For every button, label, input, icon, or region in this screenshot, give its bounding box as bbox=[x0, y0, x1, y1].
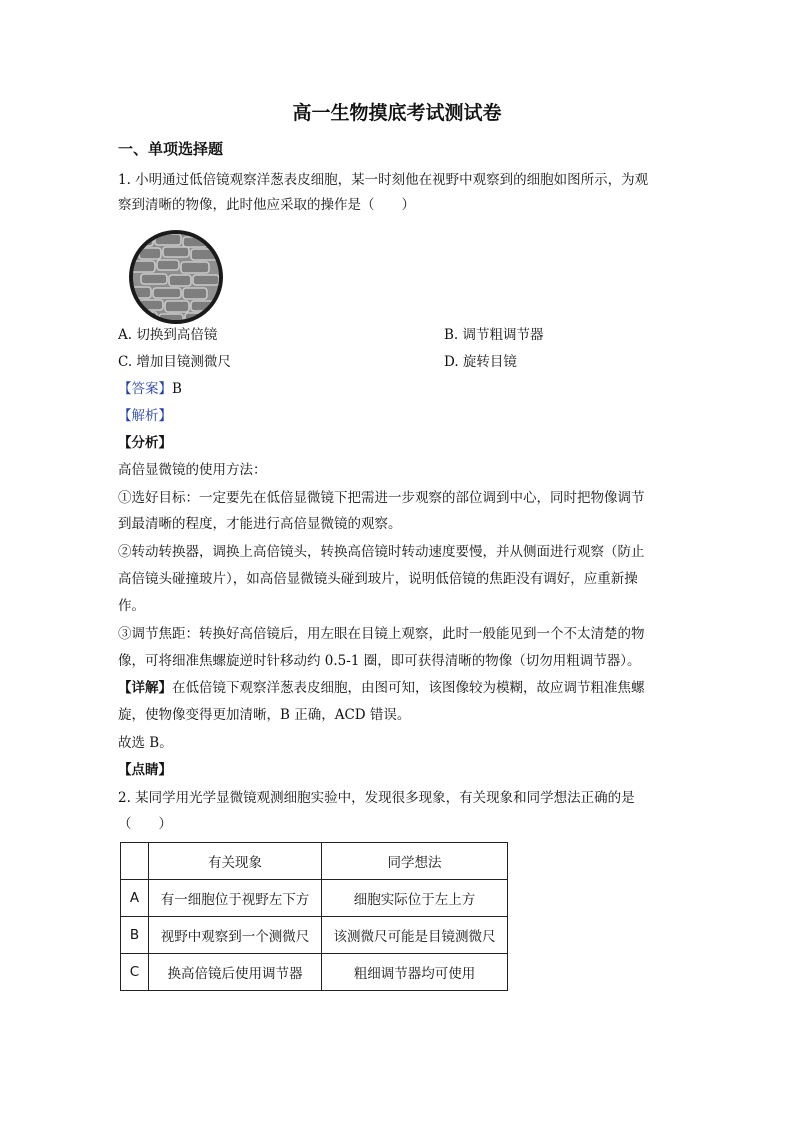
q1-option-b: B. 调节粗调节器 bbox=[444, 327, 544, 343]
answer-tag: 【答案】 bbox=[118, 381, 172, 397]
analysis-line: 高倍镜头碰撞玻片），如高倍显微镜头碰到玻片，说明低倍镜的焦距没有调好，应重新操 bbox=[118, 571, 638, 587]
q2-stem-line2: （ ） bbox=[118, 816, 172, 832]
detail-text: 在低倍镜下观察洋葱表皮细胞，由图可知，该图像较为模糊，故应调节粗准焦螺 bbox=[172, 680, 645, 696]
analysis-line: 高倍显微镜的使用方法： bbox=[118, 462, 267, 478]
xiangjie-tag: 【详解】 bbox=[118, 680, 172, 696]
table-cell: 该测微尺可能是目镜测微尺 bbox=[322, 917, 508, 954]
q1-stem-line2: 察到清晰的物像，此时他应采取的操作是（ ） bbox=[118, 197, 415, 213]
detail-line: 旋，使物像变得更加清晰，B 正确，ACD 错误。 bbox=[118, 707, 411, 723]
analysis-line: 到最清晰的程度，才能进行高倍显微镜的观察。 bbox=[118, 516, 402, 532]
analysis-line: 像，可将细准焦螺旋逆时针移动约 0.5-1 圈，即可获得清晰的物像（切勿用粗调节器）。 bbox=[118, 653, 641, 669]
q1-option-d: D. 旋转目镜 bbox=[444, 354, 517, 370]
answer-value: B bbox=[172, 381, 182, 397]
table-cell: 粗细调节器均可使用 bbox=[322, 954, 508, 991]
micrograph-image bbox=[129, 230, 223, 324]
page-title: 高一生物摸底考试测试卷 bbox=[292, 102, 502, 124]
jiexi-tag: 【解析】 bbox=[118, 408, 172, 424]
analysis-line: ②转动转换器，调换上高倍镜头，转换高倍镜时转动速度要慢，并从侧面进行观察（防止 bbox=[118, 544, 645, 560]
table-header-cell: 同学想法 bbox=[322, 843, 508, 880]
q1-option-a: A. 切换到高倍镜 bbox=[118, 327, 218, 343]
section-heading: 一、单项选择题 bbox=[118, 140, 224, 158]
q1-stem-line1: 1. 小明通过低倍镜观察洋葱表皮细胞，某一时刻他在视野中观察到的细胞如图所示，为观 bbox=[118, 172, 649, 188]
analysis-line: ①选好目标：一定要先在低倍显微镜下把需进一步观察的部位调到中心，同时把物像调节 bbox=[118, 490, 645, 506]
table-cell: 有一细胞位于视野左下方 bbox=[149, 880, 322, 917]
table-header-row bbox=[121, 843, 508, 880]
table-cell: 细胞实际位于左上方 bbox=[322, 880, 508, 917]
conclusion-line: 故选 B。 bbox=[118, 735, 173, 751]
fenxi-tag: 【分析】 bbox=[118, 435, 172, 451]
detail-line bbox=[118, 678, 645, 698]
analysis-line: ③调节焦距：转换好高倍镜后，用左眼在目镜上观察，此时一般能见到一个不太清楚的物 bbox=[118, 626, 645, 642]
dianjing-tag: 【点睛】 bbox=[118, 762, 172, 778]
table-header-cell bbox=[121, 843, 149, 880]
q1-answer bbox=[118, 379, 182, 399]
table-row bbox=[121, 917, 508, 954]
table-header-cell: 有关现象 bbox=[149, 843, 322, 880]
table-cell: B bbox=[121, 917, 149, 954]
table-cell: 视野中观察到一个测微尺 bbox=[149, 917, 322, 954]
q2-stem-line1: 2. 某同学用光学显微镜观测细胞实验中，发现很多现象，有关现象和同学想法正确的是 bbox=[118, 790, 635, 806]
q1-option-c: C. 增加目镜测微尺 bbox=[118, 354, 231, 370]
q2-table bbox=[120, 842, 508, 991]
table-cell: A bbox=[121, 880, 149, 917]
table-row bbox=[121, 954, 508, 991]
table-cell: C bbox=[121, 954, 149, 991]
table-row bbox=[121, 880, 508, 917]
analysis-line: 作。 bbox=[118, 598, 145, 614]
table-cell: 换高倍镜后使用调节器 bbox=[149, 954, 322, 991]
